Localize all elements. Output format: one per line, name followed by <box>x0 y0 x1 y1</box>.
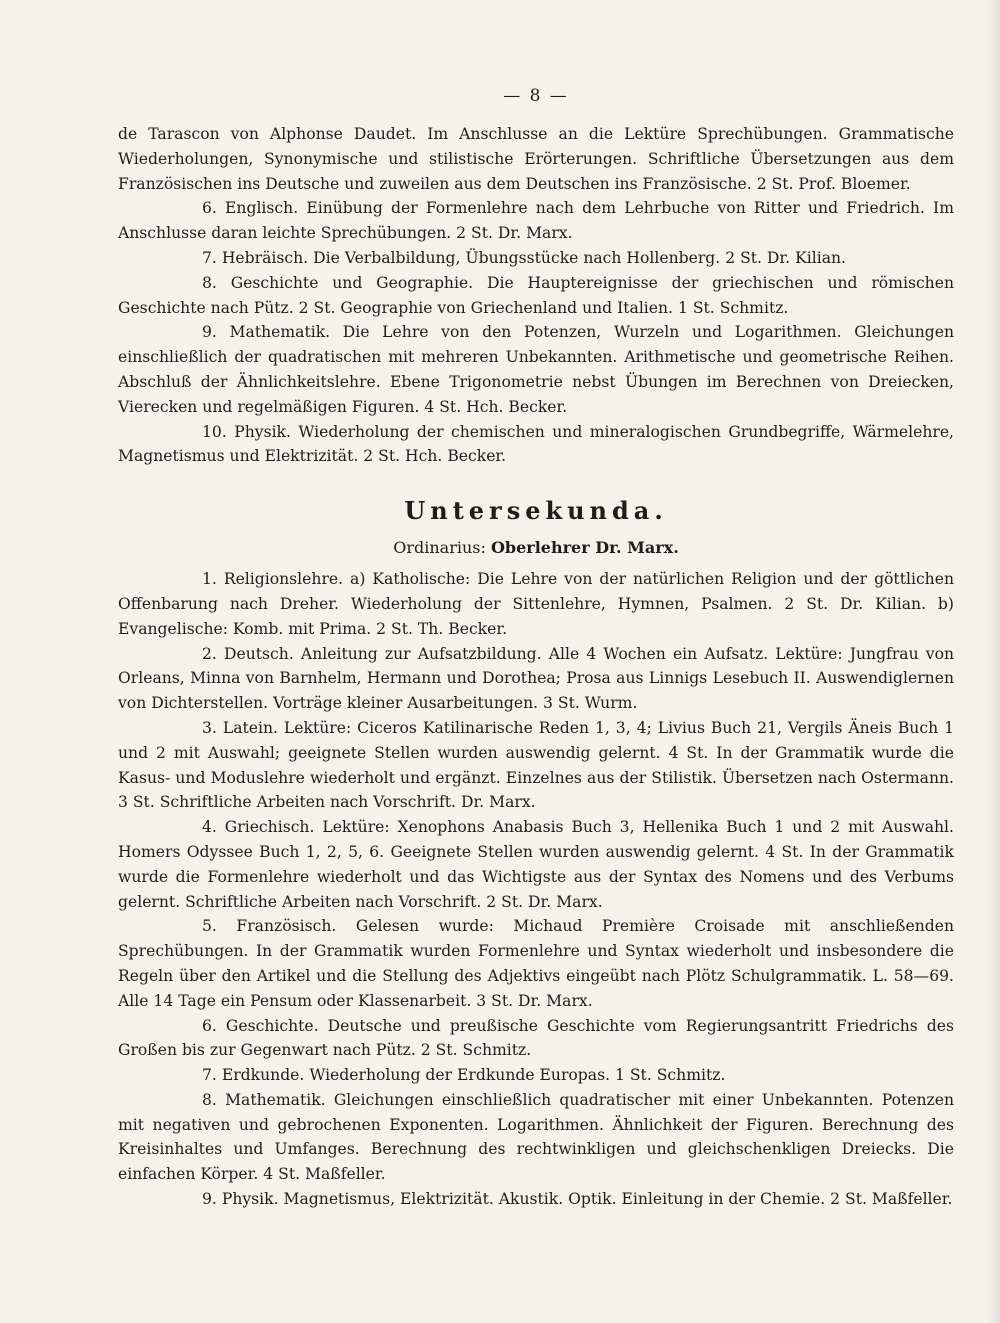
section-heading: Untersekunda. <box>404 496 668 526</box>
page-number: — 8 — <box>503 86 569 106</box>
ordinarius-line <box>118 535 954 561</box>
paragraph-history: 6. Geschichte. Deutsche und preußische Geschichte vom Regierungsantritt Friedrichs des Großen bis zur Gegenwart nach Pütz. 2 St. Schmitz. <box>118 1016 954 1060</box>
paragraph-mathematics-lower: 8. Mathematik. Gleichungen einschließlich quadratischer mit einer Unbekannten. Potenzen mit negativen und gebrochenen Exponenten. Logarithmen. Ähnlichkeit der Figuren. Berechnung des Kreisinhaltes und Umfanges. Berechnung des rechtwinkligen und gleichschenkligen Dreiecks. Die einfachen Körper. 4 St. Maßfeller. <box>118 1090 954 1184</box>
paragraph-geography: 7. Erdkunde. Wiederholung der Erdkunde Europas. 1 St. Schmitz. <box>202 1066 726 1085</box>
paragraph-physics: 10. Physik. Wiederholung der chemischen und mineralogischen Grundbegriffe, Wärmelehre, Magnetismus und Elektrizität. 2 St. Hch. Becker. <box>118 422 954 466</box>
paragraph-german: 2. Deutsch. Anleitung zur Aufsatzbildung. Alle 4 Wochen ein Aufsatz. Lektüre: Jungfrau von Orleans, Minna von Barnhelm, Hermann und Dorothea; Prosa aus Linnigs Lesebuch II. Auswendiglernen von Dichterstellen. Vorträge kleiner Ausarbeitungen. 3 St. Wurm. <box>118 644 954 713</box>
page-edge-shadow <box>986 0 1000 1323</box>
paragraph-latin: 3. Latein. Lektüre: Ciceros Katilinarische Reden 1, 3, 4; Livius Buch 21, Vergils Äneis Buch 1 und 2 mit Auswahl; geeignete Stellen wurden auswendig gelernt. 4 St. In der Grammatik wurde die Kasus- und Moduslehre wiederholt und ergänzt. Einzelnes aus der Stilistik. Übersetzen nach Ostermann. 3 St. Schriftliche Arbeiten nach Vorschrift. Dr. Marx. <box>118 718 954 812</box>
paragraph-physics-lower: 9. Physik. Magnetismus, Elektrizität. Akustik. Optik. Einleitung in der Chemie. 2 St. Maßfeller. <box>202 1190 953 1209</box>
paragraph-greek: 4. Griechisch. Lektüre: Xenophons Anabasis Buch 3, Hellenika Buch 1 und 2 mit Auswahl. Homers Odyssee Buch 1, 2, 5, 6. Geeignete Stellen wurden auswendig gelernt. 4 St. In der Grammatik wurde die Formenlehre wiederholt und das Wichtigste aus der Syntax des Nomens und des Verbums gelernt. Schriftliche Arbeiten nach Vorschrift. 2 St. Dr. Marx. <box>118 818 954 911</box>
paragraph-history-geography: 8. Geschichte und Geographie. Die Hauptereignisse der griechischen und römischen Geschichte nach Pütz. 2 St. Geographie von Griechenland und Italien. 1 St. Schmitz. <box>118 273 954 317</box>
paragraph-french: 5. Französisch. Gelesen wurde: Michaud Première Croisade mit anschließenden Sprechübungen. In der Grammatik wurden Formenlehre und Syntax wiederholt und insbesondere die Regeln über den Artikel und die Stellung des Adjektivs eingeübt nach Plötz Schulgrammatik. L. 58—69. Alle 14 Tage ein Pensum oder Klassenarbeit. 3 St. Dr. Marx. <box>118 917 954 1010</box>
paragraph-hebrew: 7. Hebräisch. Die Verbalbildung, Übungsstücke nach Hollenberg. 2 St. Dr. Kilian. <box>202 248 846 267</box>
paragraph-mathematics: 9. Mathematik. Die Lehre von den Potenzen, Wurzeln und Logarithmen. Gleichungen einschließlich der quadratischen mit mehreren Unbekannten. Arithmetische und geometrische Reihen. Abschluß der Ähnlichkeitslehre. Ebene Trigonometrie nebst Übungen im Berechnen von Dreiecken, Vierecken und regelmäßigen Figuren. 4 St. Hch. Becker. <box>118 323 954 416</box>
paragraph-religion: 1. Religionslehre. a) Katholische: Die Lehre von der natürlichen Religion und der göttlichen Offenbarung nach Dreher. Wiederholung der Sittenlehre, Hymnen, Psalmen. 2 St. Dr. Kilian. b) Evangelische: Komb. mit Prima. 2 St. Th. Becker. <box>118 570 954 638</box>
paragraph-english: 6. Englisch. Einübung der Formenlehre nach dem Lehrbuche von Ritter und Friedrich. Im Anschlusse daran leichte Sprechübungen. 2 St. Dr. Marx. <box>118 199 954 243</box>
ordinarius-label: Ordinarius: <box>393 538 486 558</box>
paragraph-french-continued: de Tarascon von Alphonse Daudet. Im Anschlusse an die Lektüre Sprechübungen. Grammatische Wiederholungen, Synonymische und stilistische Erörterungen. Schriftliche Übersetzungen aus dem Französischen ins Deutsche und zuweilen aus dem Deutschen ins Französische. 2 St. Prof. Bloemer. <box>118 125 954 193</box>
ordinarius-name: Oberlehrer Dr. Marx. <box>490 538 679 558</box>
